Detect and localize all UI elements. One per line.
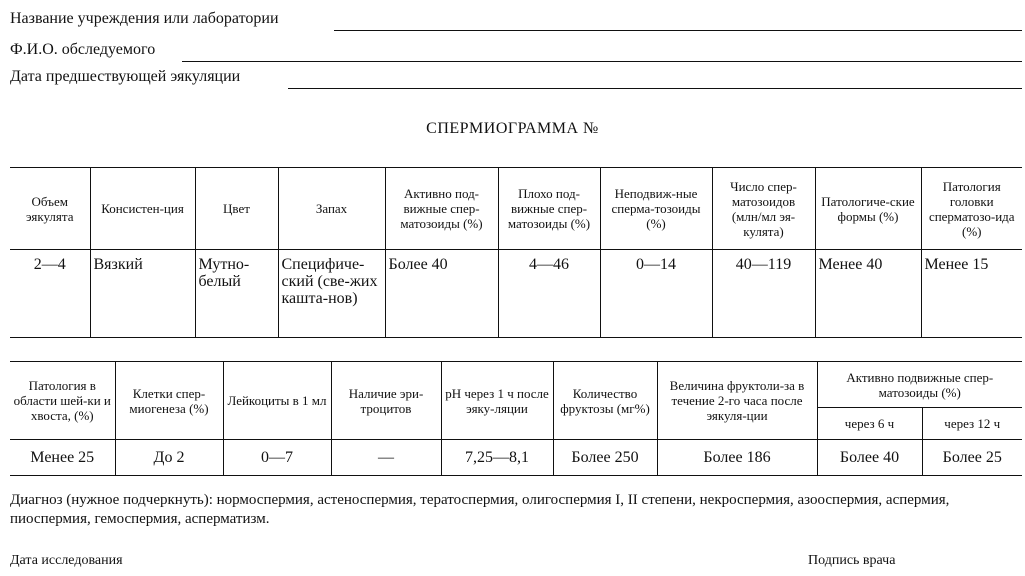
- value-volume: 2—4: [10, 250, 90, 338]
- table1-value-row: [10, 250, 1022, 338]
- exam-date-label: Дата исследования: [10, 553, 123, 568]
- header-volume: Объем эякулята: [10, 168, 90, 250]
- value-pathological-forms: Менее 40: [815, 250, 921, 338]
- header-pathological-forms: Патологиче-ские формы (%): [815, 168, 921, 250]
- prev-ejaculation-date-label: Дата предшествующей эякуляции: [10, 68, 241, 85]
- table2-header-row: [10, 362, 1022, 408]
- header-consistency: Консистен-ция: [90, 168, 195, 250]
- value-fructolysis: Более 186: [657, 440, 817, 476]
- value-active-motile: Более 40: [385, 250, 498, 338]
- institution-label: Название учреждения или лаборатории: [10, 10, 279, 27]
- value-leukocytes: 0—7: [223, 440, 331, 476]
- header-ph: pH через 1 ч после эяку-ляции: [441, 362, 553, 440]
- value-immotile: 0—14: [600, 250, 712, 338]
- value-fructose: Более 250: [553, 440, 657, 476]
- document-title: СПЕРМИОГРАММА №: [426, 120, 599, 137]
- header-neck-tail-pathology: Патология в области шей-ки и хвоста, (%): [10, 362, 115, 440]
- value-ph: 7,25—8,1: [441, 440, 553, 476]
- value-after-6h: Более 40: [817, 440, 922, 476]
- value-neck-tail-pathology: Менее 25: [10, 440, 115, 476]
- doctor-signature-label: Подпись врача: [808, 553, 896, 568]
- value-color: Мутно-белый: [195, 250, 278, 338]
- value-odor: Специфиче-ский (све-жих кашта-нов): [278, 250, 385, 338]
- header-spermatogenesis-cells: Клетки спер-миогенеза (%): [115, 362, 223, 440]
- value-sperm-count: 40—119: [712, 250, 815, 338]
- spermogram-table-2: [10, 361, 1022, 476]
- value-erythrocytes: —: [331, 440, 441, 476]
- institution-field-line[interactable]: [334, 30, 1022, 31]
- header-leukocytes: Лейкоциты в 1 мл: [223, 362, 331, 440]
- header-odor: Запах: [278, 168, 385, 250]
- prev-ejaculation-date-field-line[interactable]: [288, 88, 1022, 89]
- header-active-motile: Активно под-вижные спер-матозоиды (%): [385, 168, 498, 250]
- header-active-motile-group: Активно подвижные спер-матозоиды (%): [817, 362, 1022, 408]
- value-spermatogenesis-cells: До 2: [115, 440, 223, 476]
- value-consistency: Вязкий: [90, 250, 195, 338]
- value-poorly-motile: 4—46: [498, 250, 600, 338]
- header-fructose: Количество фруктозы (мг%): [553, 362, 657, 440]
- patient-name-field-line[interactable]: [182, 61, 1022, 62]
- diagnosis-text: Диагноз (нужное подчеркнуть): нормоспермия, астеноспермия, тератоспермия, олигоспермия I, II степени, некроспермия, азооспермия, аспермия, пиоспермия, гемоспермия, асперматизм.: [10, 492, 950, 527]
- header-immotile: Неподвиж-ные сперма-тозоиды (%): [600, 168, 712, 250]
- header-head-pathology: Патология головки сперматозо-ида (%): [921, 168, 1022, 250]
- header-fructolysis: Величина фруктоли-за в течение 2-го часа после эякуля-ции: [657, 362, 817, 440]
- header-sperm-count: Число спер-матозоидов (млн/мл эя-кулята): [712, 168, 815, 250]
- header-poorly-motile: Плохо под-вижные спер-матозоиды (%): [498, 168, 600, 250]
- spermogram-table-1: [10, 167, 1022, 338]
- header-color: Цвет: [195, 168, 278, 250]
- value-head-pathology: Менее 15: [921, 250, 1022, 338]
- patient-name-label: Ф.И.О. обследуемого: [10, 41, 156, 58]
- header-after-6h: через 6 ч: [817, 408, 922, 440]
- header-erythrocytes: Наличие эри-троцитов: [331, 362, 441, 440]
- table1-header-row: [10, 168, 1022, 250]
- table2-value-row: [10, 440, 1022, 476]
- header-after-12h: через 12 ч: [922, 408, 1022, 440]
- value-after-12h: Более 25: [922, 440, 1022, 476]
